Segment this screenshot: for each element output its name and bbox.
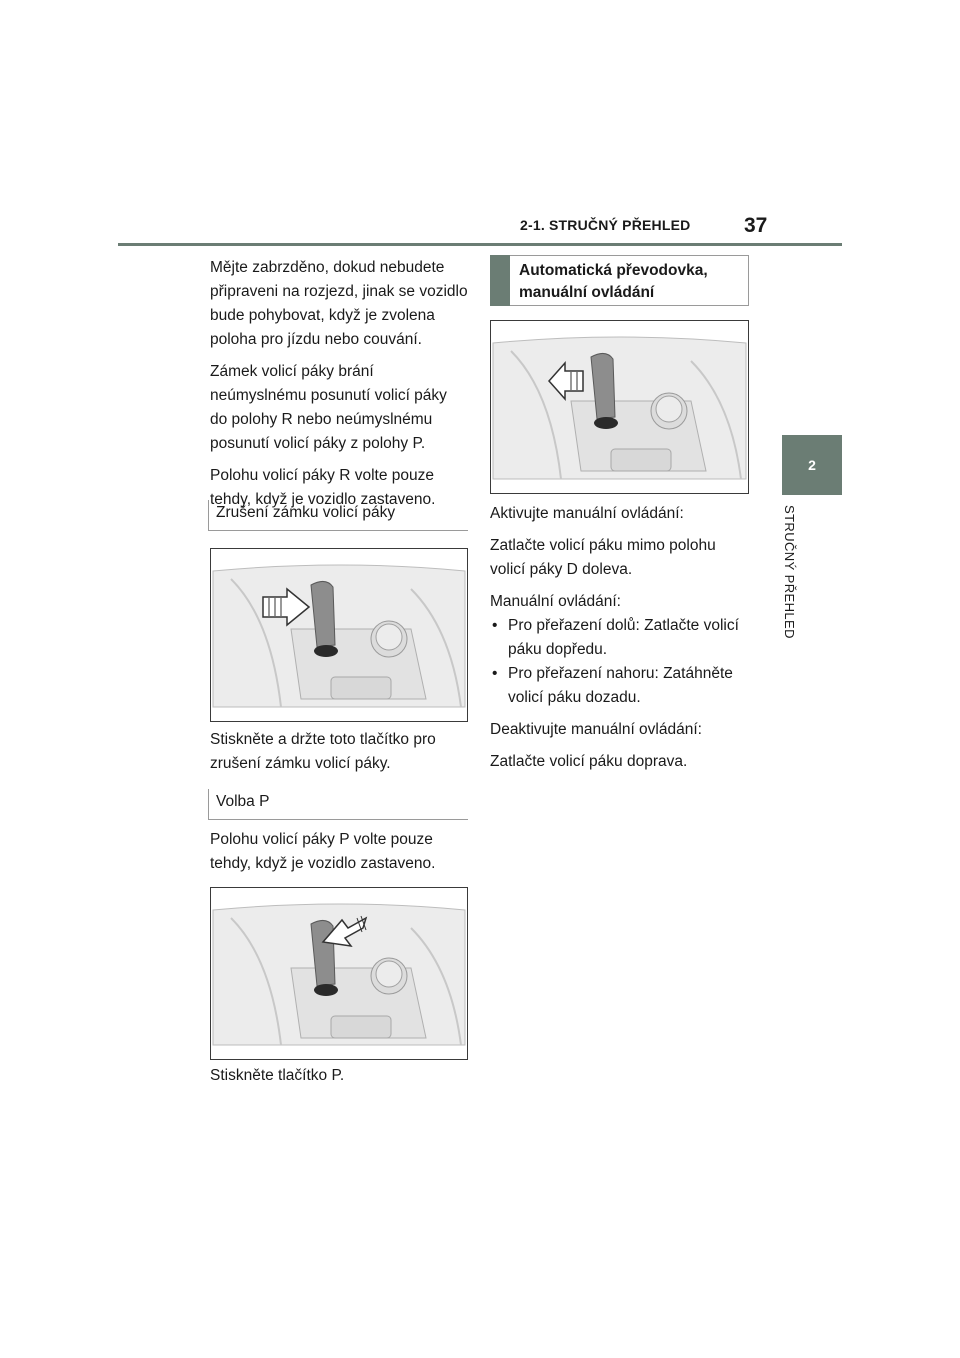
heading-accent-bar bbox=[490, 255, 510, 306]
intro-paragraph: Mějte zabrzděno, dokud nebudete připraveni na rozjezd, jinak se vozidlo bude pohybovat, když je zvolena poloha pro jízdu nebo couvání. bbox=[210, 259, 468, 348]
park-figure bbox=[210, 887, 468, 1060]
unlock-figure bbox=[210, 548, 468, 722]
gear-lever-unlock-illustration bbox=[211, 549, 467, 721]
chapter-label-text: STRUČNÝ PŘEHLED bbox=[782, 505, 797, 639]
activate-text: Zatlačte volicí páku mimo polohu volicí páky D doleva. bbox=[490, 537, 716, 578]
gear-lever-manual-mode-illustration bbox=[491, 321, 748, 493]
intro-paragraph: Zámek volicí páky brání neúmyslnému posunutí volicí páky do polohy R nebo neúmyslnému posunutí volicí páky z polohy P. bbox=[210, 363, 447, 452]
intro-text bbox=[210, 256, 468, 520]
bullet-item: • Pro přeřazení dolů: Zatlačte volicí páku dopředu. bbox=[490, 614, 748, 662]
chapter-number: 2 bbox=[808, 457, 816, 473]
manual-mode-heading-text: Automatická převodovka, manuální ovládání bbox=[519, 262, 708, 301]
park-caption: Stiskněte tlačítko P. bbox=[210, 1067, 345, 1084]
intro-paragraph: Polohu volicí páky R volte pouze tehdy, když je vozidlo zastaveno. bbox=[210, 467, 436, 508]
park-heading: Volba P bbox=[208, 789, 468, 820]
deactivate-label: Deaktivujte manuální ovládání: bbox=[490, 721, 702, 738]
gear-lever-p-button-illustration bbox=[211, 888, 467, 1059]
unlock-heading: Zrušení zámku volicí páky bbox=[208, 500, 468, 531]
chapter-label bbox=[778, 505, 808, 655]
manual-mode-heading bbox=[490, 255, 749, 306]
manual-mode-text bbox=[490, 502, 748, 782]
page-number: 37 bbox=[744, 214, 768, 237]
header-rule bbox=[118, 243, 842, 246]
deactivate-text: Zatlačte volicí páku doprava. bbox=[490, 753, 688, 770]
section-title: 2-1. STRUČNÝ PŘEHLED bbox=[520, 217, 691, 233]
park-text: Polohu volicí páky P volte pouze tehdy, když je vozidlo zastaveno. bbox=[210, 831, 436, 872]
manual-label: Manuální ovládání: bbox=[490, 593, 621, 610]
manual-mode-figure bbox=[490, 320, 749, 494]
activate-label: Aktivujte manuální ovládání: bbox=[490, 505, 684, 522]
unlock-caption: Stiskněte a držte toto tlačítko pro zrušení zámku volicí páky. bbox=[210, 731, 436, 772]
chapter-tab bbox=[782, 435, 842, 495]
manual-bullets bbox=[490, 614, 748, 710]
bullet-item: • Pro přeřazení nahoru: Zatáhněte volicí páku dozadu. bbox=[490, 662, 748, 710]
